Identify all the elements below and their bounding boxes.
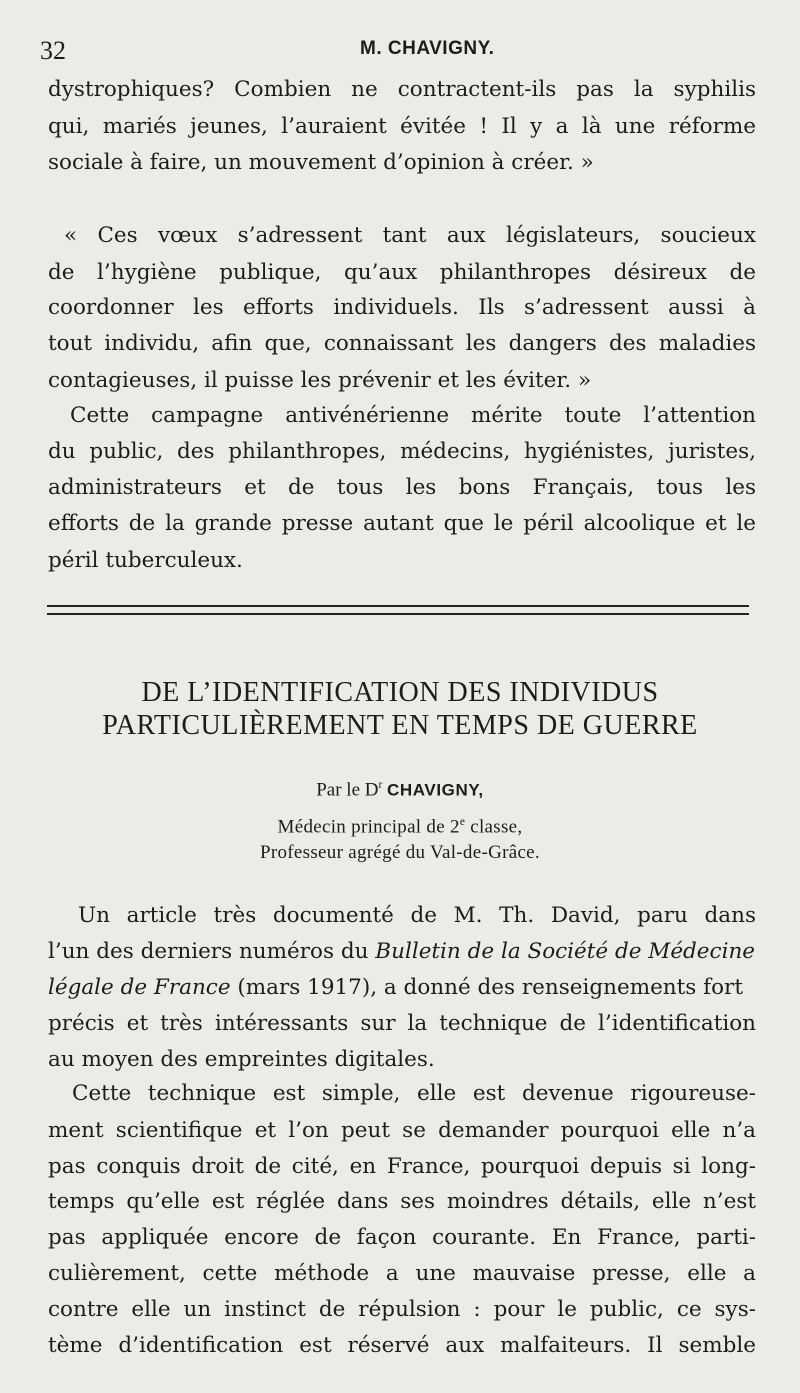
affiliation-sup: e — [459, 816, 466, 828]
text-line: dystrophiques? Combien ne contractent-ils pas la syphilis — [48, 77, 756, 102]
text-line: pas appliquée encore de façon courante. En France, parti- — [48, 1225, 756, 1250]
article-title-line1: DE L’IDENTIFICATION DES INDIVIDUS — [141, 677, 659, 708]
journal-title-italic: légale de France — [48, 975, 231, 1000]
page-number: 32 — [40, 36, 66, 65]
text-line: ment scientifique et l’on peut se demander pourquoi elle n’a — [48, 1118, 756, 1143]
text-line: tème d’identification est réservé aux malfaiteurs. Il semble — [48, 1333, 756, 1358]
affiliation-rank: Médecin principal de 2 — [277, 816, 460, 838]
affiliation-class: classe, — [465, 816, 523, 838]
author-name: CHAVIGNY, — [387, 780, 484, 800]
text-line: coordonner les efforts individuels. Ils s’adressent aussi à — [48, 295, 756, 320]
text-line: efforts de la grande presse autant que le péril alcoolique et le — [48, 511, 756, 536]
text-line — [48, 941, 756, 963]
text-line: tout individu, afin que, connaissant les dangers des maladies — [48, 331, 756, 356]
text-line — [48, 977, 756, 999]
byline-prefix: Par le D — [316, 779, 379, 801]
journal-title-italic: Bulletin de la Société de Médecine — [375, 939, 756, 964]
text-line: qui, mariés jeunes, l’auraient évitée ! Il y a là une réforme — [48, 114, 756, 139]
text-line: sociale à faire, un mouvement d’opinion à créer. » — [48, 150, 594, 175]
text-line: précis et très intéressants sur la technique de l’identification — [48, 1011, 756, 1036]
text-line: contagieuses, il puisse les prévenir et les éviter. » — [48, 368, 592, 393]
affiliation-line1 — [0, 816, 800, 838]
running-head: M. CHAVIGNY. — [360, 38, 495, 59]
text-line: Cette technique est simple, elle est devenue rigoureuse- — [72, 1081, 756, 1106]
text-line: au moyen des empreintes digitales. — [48, 1047, 435, 1072]
text-line: Un article très documenté de M. Th. David, paru dans — [78, 903, 756, 928]
affiliation-line2: Professeur agrégé du Val-de-Grâce. — [260, 842, 540, 863]
text-run: l’un des derniers numéros du — [48, 939, 376, 964]
text-line: contre elle un instinct de répulsion : pour le public, ce sys- — [48, 1297, 756, 1322]
text-line: temps qu’elle est réglée dans ses moindres détails, elle n’est — [48, 1189, 756, 1214]
byline-sup: r — [378, 779, 383, 791]
text-line: pas conquis droit de cité, en France, pourquoi depuis si long- — [48, 1154, 756, 1179]
text-run: (mars 1917), a donné des renseignements fort — [230, 975, 743, 1000]
text-line: culièrement, cette méthode a une mauvaise presse, elle a — [48, 1261, 756, 1286]
section-rule-top — [47, 605, 749, 607]
page-header — [40, 36, 760, 66]
article-title-line2: PARTICULIÈREMENT EN TEMPS DE GUERRE — [102, 710, 698, 741]
text-line: du public, des philanthropes, médecins, hygiénistes, juristes, — [48, 439, 756, 464]
text-line: administrateurs et de tous les bons Français, tous les — [48, 475, 756, 500]
section-rule-bottom — [47, 613, 749, 615]
byline — [0, 779, 800, 801]
text-line: « Ces vœux s’adressent tant aux législateurs, soucieux — [64, 223, 756, 248]
text-line: péril tuberculeux. — [48, 548, 243, 573]
text-line: Cette campagne antivénérienne mérite toute l’attention — [70, 403, 756, 428]
text-line: de l’hygiène publique, qu’aux philanthropes désireux de — [48, 260, 756, 285]
